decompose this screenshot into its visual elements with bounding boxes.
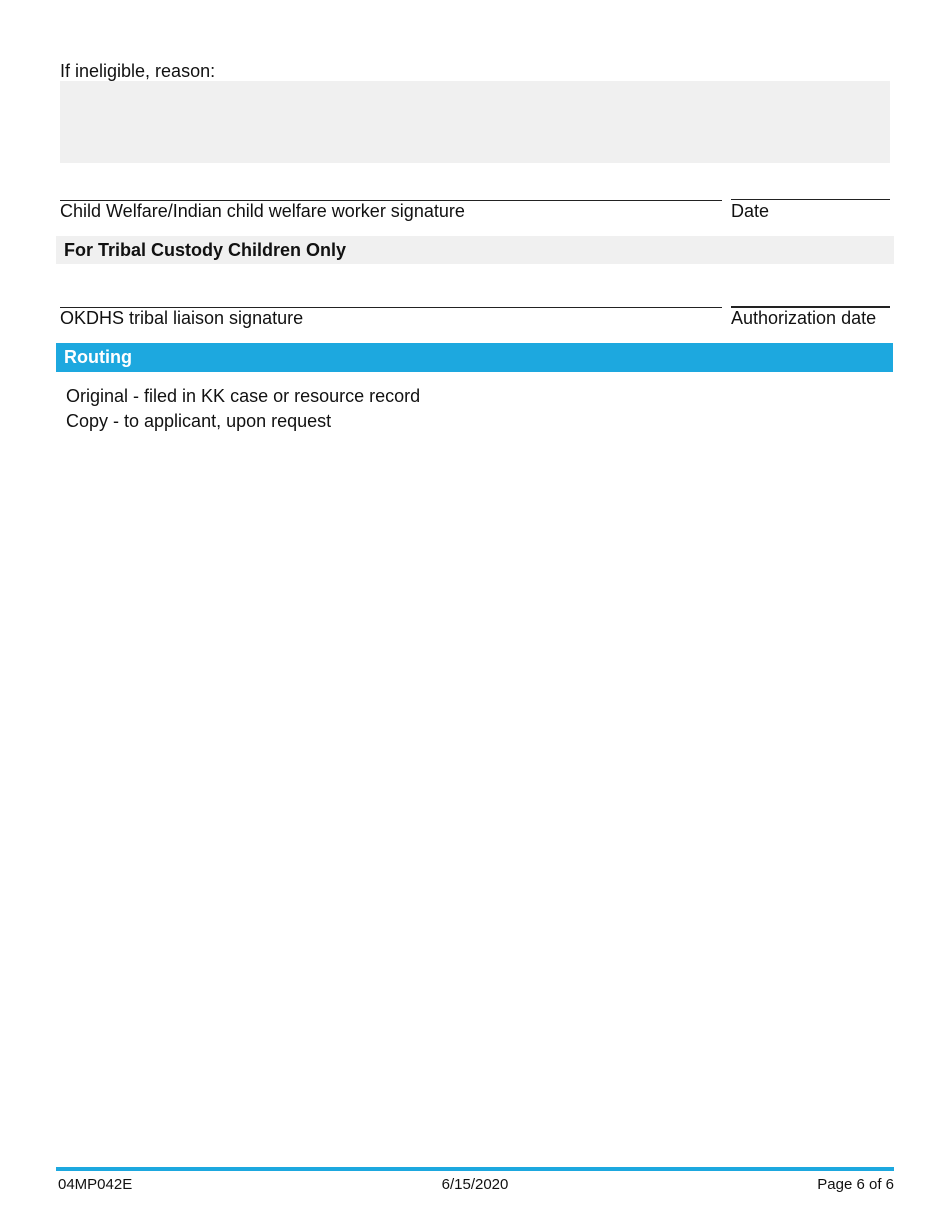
ineligible-reason-label: If ineligible, reason: (60, 61, 216, 81)
tribal-section-title: For Tribal Custody Children Only (64, 240, 347, 260)
footer-revision-date: 6/15/2020 (441, 1176, 509, 1193)
authorization-date-label: Authorization date (731, 308, 877, 328)
tribal-section-header (56, 236, 894, 264)
liaison-signature-label: OKDHS tribal liaison signature (60, 308, 304, 328)
worker-date-line[interactable] (731, 199, 890, 200)
routing-item-copy: Copy - to applicant, upon request (66, 411, 332, 431)
routing-title: Routing (64, 347, 132, 367)
routing-header (56, 343, 893, 372)
ineligible-reason-field[interactable] (60, 81, 890, 163)
routing-list (66, 384, 420, 434)
worker-date-label: Date (731, 201, 770, 221)
footer-form-number: 04MP042E (58, 1176, 133, 1193)
footer-page-number: Page 6 of 6 (817, 1176, 894, 1193)
routing-item-original: Original - filed in KK case or resource record (66, 386, 421, 406)
footer-rule (56, 1167, 894, 1171)
worker-signature-label: Child Welfare/Indian child welfare worker signature (60, 201, 465, 221)
